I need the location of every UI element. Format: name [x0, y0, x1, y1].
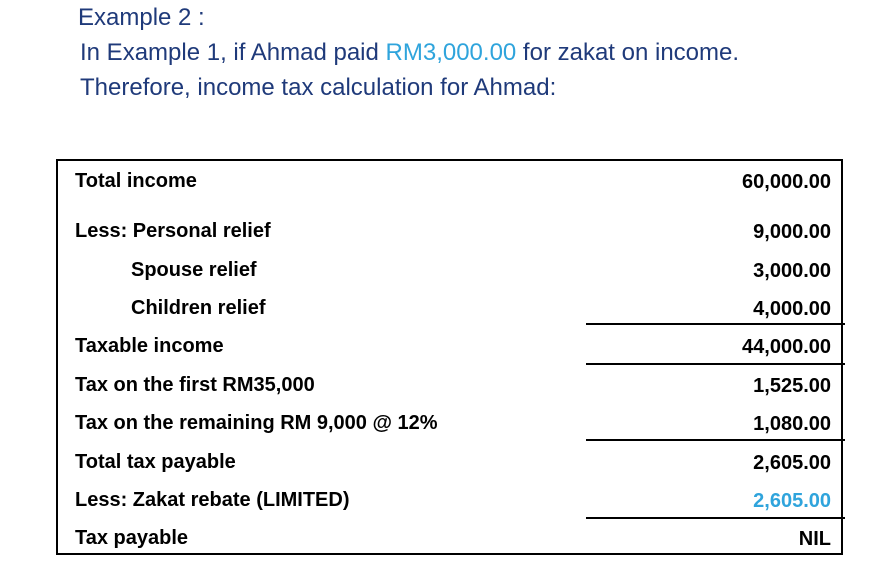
row-label-total-tax-payable: Total tax payable — [75, 451, 236, 473]
zakat-amount: RM3,000.00 — [385, 39, 517, 66]
subtotal-rule — [586, 323, 845, 325]
tax-calculation-table — [56, 159, 843, 555]
row-amount-zakat-rebate: 2,605.00 — [753, 490, 831, 512]
row-amount-total-income: 60,000.00 — [742, 171, 831, 193]
description-suffix: for zakat on income. — [516, 39, 740, 66]
row-label-tax-first-band: Tax on the first RM35,000 — [75, 374, 315, 396]
row-amount-personal-relief: 9,000.00 — [753, 221, 831, 243]
row-label-taxable-income: Taxable income — [75, 335, 224, 357]
row-label-tax-payable: Tax payable — [75, 527, 189, 549]
row-amount-total-tax-payable: 2,605.00 — [753, 452, 831, 474]
row-amount-taxable-income: 44,000.00 — [742, 336, 831, 358]
row-label-tax-remaining: Tax on the remaining RM 9,000 @ 12% — [75, 412, 438, 434]
row-label-personal-relief: Less: Personal relief — [75, 220, 271, 242]
subtotal-rule — [586, 439, 845, 441]
subtotal-rule — [586, 517, 845, 519]
row-amount-tax-remaining: 1,080.00 — [753, 413, 831, 435]
row-amount-spouse-relief: 3,000.00 — [753, 260, 831, 282]
subtotal-rule — [586, 363, 845, 365]
description-prefix: In Example 1, if Ahmad paid — [80, 39, 386, 66]
example-description — [80, 41, 739, 65]
row-label-spouse-relief: Spouse relief — [131, 259, 257, 281]
row-label-zakat-rebate: Less: Zakat rebate (LIMITED) — [75, 489, 350, 511]
row-amount-tax-payable: NIL — [798, 528, 831, 550]
row-amount-children-relief: 4,000.00 — [753, 298, 831, 320]
row-label-total-income: Total income — [75, 170, 197, 192]
row-amount-tax-first-band: 1,525.00 — [753, 375, 831, 397]
calculation-intro: Therefore, income tax calculation for Ahmad: — [80, 74, 557, 101]
row-label-children-relief: Children relief — [131, 297, 266, 319]
example-title: Example 2 : — [78, 4, 205, 31]
